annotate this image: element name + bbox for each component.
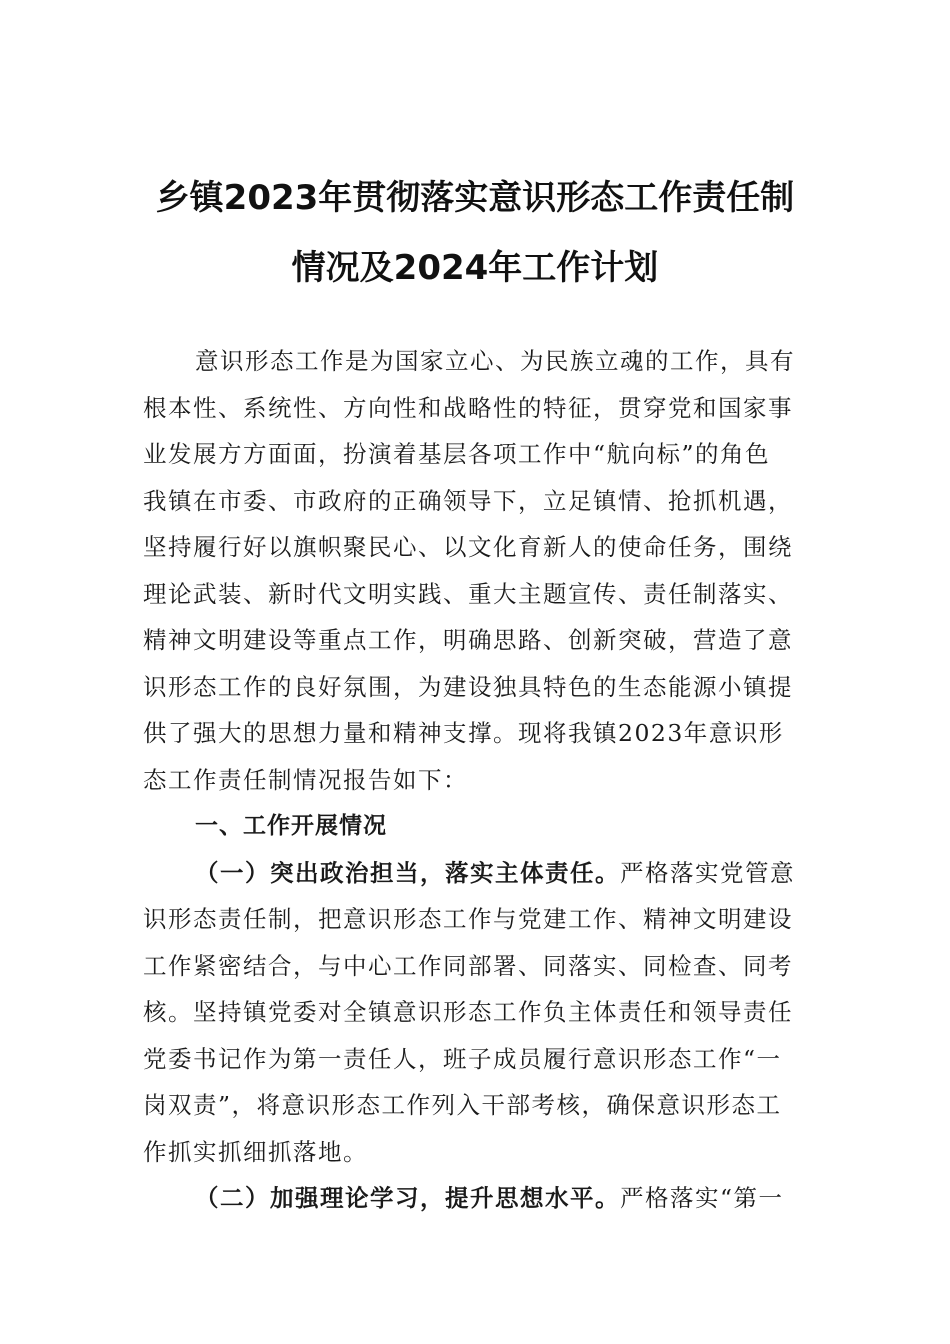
- title-line-2: 情况及2024年工作计划: [291, 248, 659, 288]
- document-body: [143, 338, 809, 1222]
- paragraph-line: 供了强大的思想力量和精神支撑。现将我镇2023年意识形: [143, 719, 784, 747]
- paragraph-line: 识形态责任制，把意识形态工作与党建工作、精神文明建设: [143, 905, 793, 933]
- title-line-1: 乡镇2023年贯彻落实意识形态工作责任制: [155, 178, 795, 218]
- subsection-first-line: [143, 1175, 809, 1222]
- paragraph-line: 坚持履行好以旗帜聚民心、以文化育新人的使命任务，围绕: [143, 533, 793, 561]
- paragraph-line: 根本性、系统性、方向性和战略性的特征，贯穿党和国家事: [143, 393, 793, 422]
- paragraph-line: 作抓实抓细抓落地。: [143, 1137, 368, 1166]
- paragraph-line: 精神文明建设等重点工作，明确思路、创新突破，营造了意: [143, 626, 793, 654]
- paragraph-line: 识形态工作的良好氛围，为建设独具特色的生态能源小镇提: [143, 672, 793, 701]
- section-heading: 一、工作开展情况: [195, 813, 387, 839]
- document-title: [100, 163, 850, 303]
- paragraph-line: 我镇在市委、市政府的正确领导下，立足镇情、抢抓机遇，: [143, 486, 793, 515]
- subsection-text: 严格落实“第一: [620, 1184, 784, 1212]
- paragraph-line: 理论武装、新时代文明实践、重大主题宣传、责任制落实、: [143, 579, 793, 608]
- subsection-lead: （二）加强理论学习，提升思想水平。: [195, 1184, 620, 1212]
- paragraph-line: 岗双责”，将意识形态工作列入干部考核，确保意识形态工: [143, 1091, 782, 1119]
- subsection-first-line: [143, 850, 809, 897]
- paragraph-line: 业发展方方面面，扮演着基层各项工作中“航向标”的角色: [143, 440, 771, 468]
- paragraph-line: 意识形态工作是为国家立心、为民族立魂的工作，具有: [195, 347, 795, 375]
- paragraph-line: 态工作责任制情况报告如下：: [143, 765, 468, 794]
- paragraph-line: 党委书记作为第一责任人，班子成员履行意识形态工作“一: [143, 1044, 782, 1073]
- subsection-text: 严格落实党管意: [620, 858, 795, 887]
- subsection-lead: （一）突出政治担当，落实主体责任。: [195, 858, 620, 887]
- paragraph-line: 工作紧密结合，与中心工作同部署、同落实、同检查、同考: [143, 951, 793, 980]
- paragraph-line: 核。坚持镇党委对全镇意识形态工作负主体责任和领导责任: [143, 998, 793, 1026]
